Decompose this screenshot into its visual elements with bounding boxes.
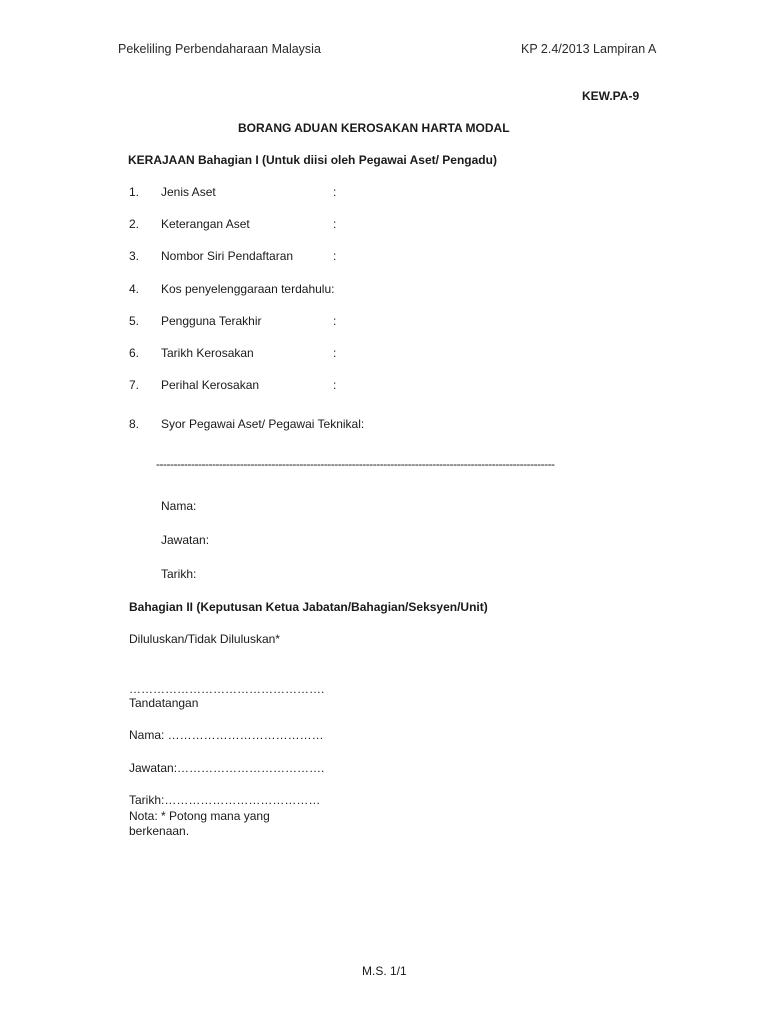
- decision-text: Diluluskan/Tidak Diluluskan*: [129, 632, 280, 646]
- item-label: Pengguna Terakhir: [161, 314, 262, 328]
- item-colon: :: [333, 217, 337, 231]
- form-code: KEW.PA-9: [582, 89, 640, 103]
- note-line-2: berkenaan.: [129, 824, 190, 838]
- item-number: 1.: [129, 185, 140, 199]
- officer-position-label: Jawatan:: [161, 533, 210, 547]
- item-colon: :: [333, 314, 337, 328]
- item-label: Tarikh Kerosakan: [161, 346, 254, 360]
- item-number: 2.: [129, 217, 140, 231]
- item-label: Keterangan Aset: [161, 217, 250, 231]
- head-position-field: Jawatan:……………………………….: [129, 761, 325, 775]
- officer-date-label: Tarikh:: [161, 567, 197, 581]
- item-number: 3.: [129, 249, 140, 263]
- item-label: Syor Pegawai Aset/ Pegawai Teknikal:: [161, 417, 365, 431]
- section2-heading: Bahagian II (Keputusan Ketua Jabatan/Bahagian/Seksyen/Unit): [129, 600, 488, 614]
- item-number: 8.: [129, 417, 140, 431]
- item-label: Nombor Siri Pendaftaran: [161, 249, 294, 263]
- header-right: KP 2.4/2013 Lampiran A: [521, 42, 657, 56]
- form-title: BORANG ADUAN KEROSAKAN HARTA MODAL: [238, 121, 510, 135]
- item-colon: :: [333, 346, 337, 360]
- item-number: 5.: [129, 314, 140, 328]
- item-label: Jenis Aset: [161, 185, 216, 199]
- item-colon: :: [333, 378, 337, 392]
- item-number: 7.: [129, 378, 140, 392]
- head-name-field: Nama: …………………………………: [129, 728, 324, 742]
- item-colon: :: [333, 249, 337, 263]
- head-date-field: Tarikh:…………………………………: [129, 793, 321, 807]
- signature-line: ………………………………………….: [129, 682, 325, 696]
- note-line-1: Nota: * Potong mana yang: [129, 809, 270, 823]
- section1-heading: KERAJAAN Bahagian I (Untuk diisi oleh Pegawai Aset/ Pengadu): [128, 153, 497, 167]
- page-number: M.S. 1/1: [362, 964, 407, 978]
- item-number: 4.: [129, 282, 140, 296]
- item-label: Kos penyelenggaraan terdahulu:: [161, 282, 335, 296]
- dashed-line: ------------------------------------------------------------------------------------------------------------------: [156, 457, 555, 471]
- officer-name-label: Nama:: [161, 499, 197, 513]
- signature-label: Tandatangan: [129, 696, 199, 710]
- header-left: Pekeliling Perbendaharaan Malaysia: [118, 42, 321, 56]
- item-label: Perihal Kerosakan: [161, 378, 260, 392]
- item-colon: :: [333, 185, 337, 199]
- item-number: 6.: [129, 346, 140, 360]
